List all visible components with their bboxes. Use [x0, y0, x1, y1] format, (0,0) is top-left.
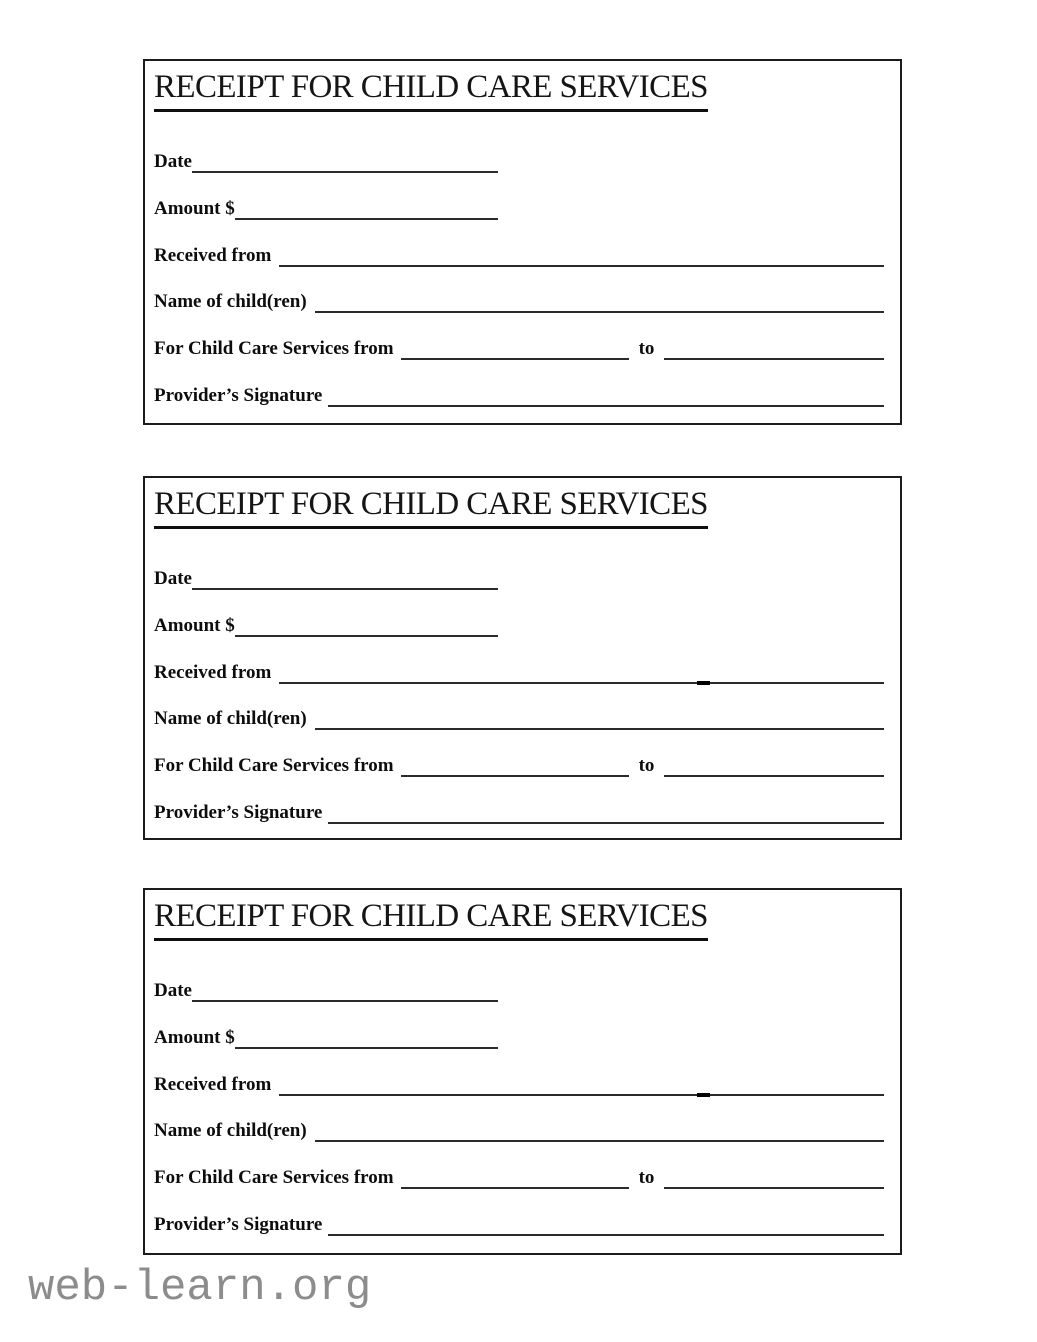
service-period-row: [154, 743, 884, 790]
received-from-blank-line: [279, 265, 884, 267]
date-label: Date: [154, 568, 192, 589]
period-from-blank-line: [401, 358, 629, 360]
service-period-row: [154, 1155, 884, 1202]
receipt-title: RECEIPT FOR CHILD CARE SERVICES: [154, 898, 708, 941]
signature-blank-line: [328, 1234, 884, 1236]
child-names-label: Name of child(ren): [154, 1120, 307, 1142]
child-names-label: Name of child(ren): [154, 291, 307, 313]
child-names-blank-line: [315, 728, 884, 730]
signature-label: Provider’s Signature: [154, 801, 323, 823]
period-to-blank-line: [664, 1187, 884, 1189]
period-to-blank-line: [664, 775, 884, 777]
date-blank-line: [192, 171, 498, 173]
received-from-label: Received from: [154, 244, 272, 266]
amount-label: Amount $: [154, 614, 235, 636]
signature-row: [154, 790, 884, 837]
receipt-fields: [154, 968, 884, 1249]
to-label: to: [638, 755, 655, 777]
signature-row: [154, 373, 884, 420]
service-period-label: For Child Care Services from: [154, 755, 394, 777]
date-blank-line: [192, 1000, 498, 1002]
receipt-title: RECEIPT FOR CHILD CARE SERVICES: [154, 486, 708, 529]
child-names-row: [154, 696, 884, 743]
signature-label: Provider’s Signature: [154, 1213, 323, 1235]
received-from-label: Received from: [154, 661, 272, 683]
to-label: to: [638, 1167, 655, 1189]
receipt-form-3: [143, 888, 902, 1255]
child-names-label: Name of child(ren): [154, 708, 307, 730]
to-label: to: [638, 338, 655, 360]
date-row: [154, 139, 884, 186]
receipt-form-2: [143, 476, 902, 840]
amount-blank-line: [235, 218, 498, 220]
period-to-blank-line: [664, 358, 884, 360]
amount-blank-line: [235, 635, 498, 637]
child-names-row: [154, 279, 884, 326]
received-from-label: Received from: [154, 1073, 272, 1095]
receipt-fields: [154, 556, 884, 837]
received-from-blank-line: [279, 682, 884, 684]
received-from-row: [154, 1062, 884, 1109]
amount-label: Amount $: [154, 1026, 235, 1048]
child-names-blank-line: [315, 1140, 884, 1142]
amount-row: [154, 1015, 884, 1062]
service-period-label: For Child Care Services from: [154, 1167, 394, 1189]
received-from-row: [154, 233, 884, 280]
signature-blank-line: [328, 405, 884, 407]
received-from-blank-line: [279, 1094, 884, 1096]
amount-row: [154, 186, 884, 233]
receipt-fields: [154, 139, 884, 420]
received-from-row: [154, 650, 884, 697]
signature-row: [154, 1202, 884, 1249]
signature-blank-line: [328, 822, 884, 824]
service-period-row: [154, 326, 884, 373]
amount-row: [154, 603, 884, 650]
child-names-blank-line: [315, 311, 884, 313]
date-blank-line: [192, 588, 498, 590]
period-from-blank-line: [401, 1187, 629, 1189]
child-names-row: [154, 1108, 884, 1155]
date-label: Date: [154, 980, 192, 1001]
signature-label: Provider’s Signature: [154, 384, 323, 406]
period-from-blank-line: [401, 775, 629, 777]
receipt-form-1: [143, 59, 902, 425]
date-label: Date: [154, 151, 192, 172]
amount-label: Amount $: [154, 197, 235, 219]
date-row: [154, 968, 884, 1015]
receipt-title: RECEIPT FOR CHILD CARE SERVICES: [154, 69, 708, 112]
stray-underscore-mark: [697, 1093, 710, 1097]
date-row: [154, 556, 884, 603]
amount-blank-line: [235, 1047, 498, 1049]
service-period-label: For Child Care Services from: [154, 338, 394, 360]
watermark-text: web-learn.org: [28, 1263, 372, 1313]
stray-underscore-mark: [697, 681, 710, 685]
